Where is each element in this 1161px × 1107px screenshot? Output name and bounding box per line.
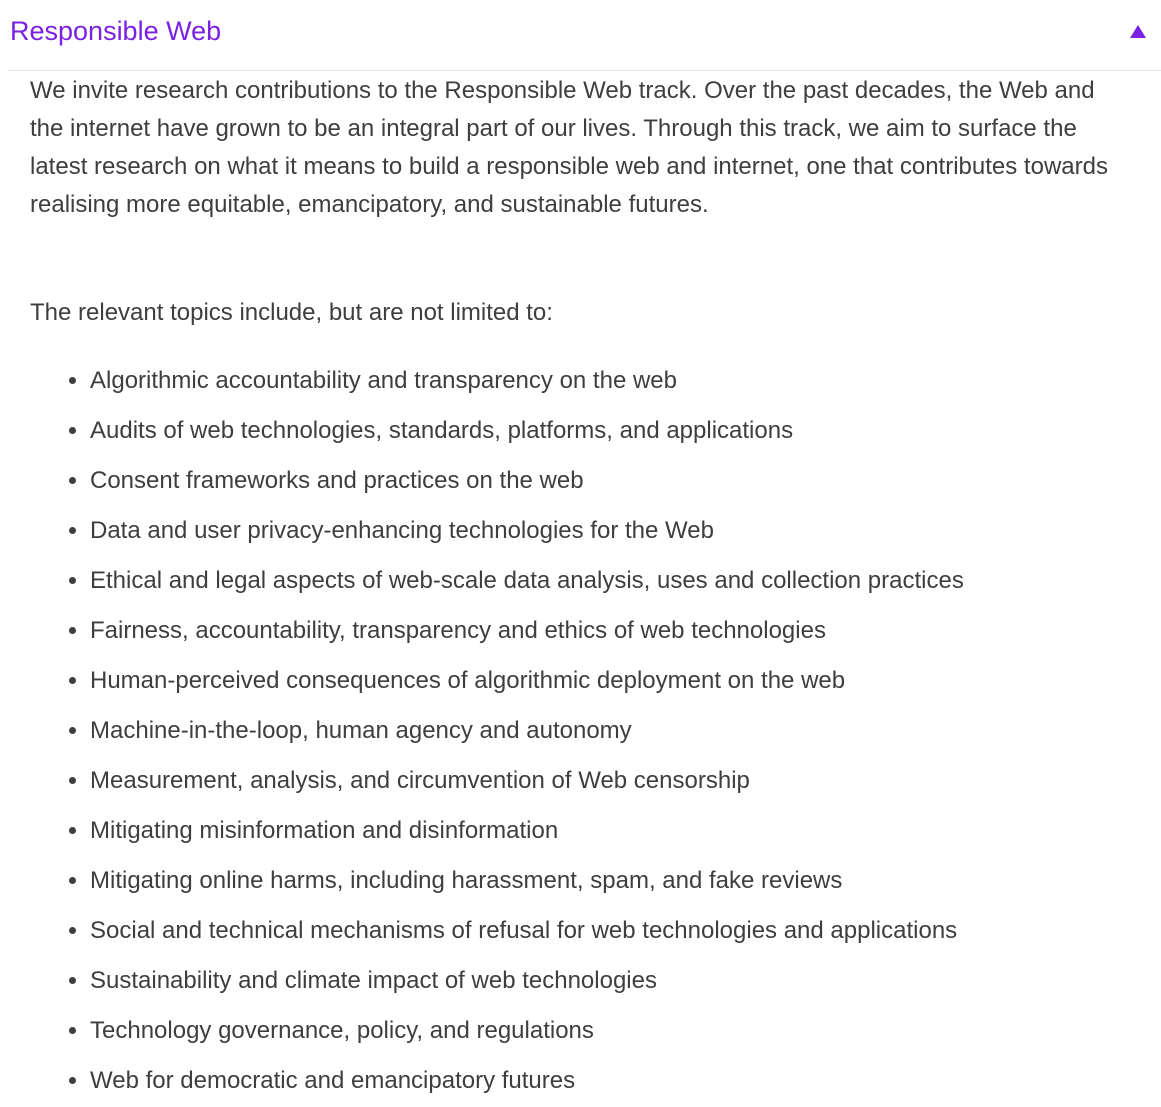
topic-item: • Algorithmic accountability and transparency on the web xyxy=(90,363,1131,399)
topic-item: • Sustainability and climate impact of web technologies xyxy=(90,963,1131,999)
accordion-body xyxy=(0,71,1161,1099)
topics-list xyxy=(30,363,1131,1099)
track-description: We invite research contributions to the Responsible Web track. Over the past decades, the Web and the internet have grown to be an integral part of our lives. Through this track, we aim to surface the latest research on what it means to build a responsible web and internet, one that contributes towards realising more equitable, emancipatory, and sustainable futures. xyxy=(30,77,1108,218)
topic-item: • Audits of web technologies, standards, platforms, and applications xyxy=(90,413,1131,449)
topic-item: • Ethical and legal aspects of web-scale data analysis, uses and collection practices xyxy=(90,563,1131,599)
topic-item: • Machine-in-the-loop, human agency and autonomy xyxy=(90,713,1131,749)
accordion-header[interactable] xyxy=(0,0,1161,70)
section-title: Responsible Web xyxy=(10,15,222,46)
topic-item: • Social and technical mechanisms of refusal for web technologies and applications xyxy=(90,913,1131,949)
topic-item: • Mitigating online harms, including harassment, spam, and fake reviews xyxy=(90,863,1131,899)
topics-lead: The relevant topics include, but are not limited to: xyxy=(30,299,553,326)
triangle-up-icon xyxy=(1130,25,1146,38)
topic-item: • Fairness, accountability, transparency and ethics of web technologies xyxy=(90,613,1131,649)
topic-item: • Measurement, analysis, and circumvention of Web censorship xyxy=(90,763,1131,799)
topic-item: • Consent frameworks and practices on the web xyxy=(90,463,1131,499)
topic-item: • Data and user privacy-enhancing technologies for the Web xyxy=(90,513,1131,549)
topic-item: • Mitigating misinformation and disinformation xyxy=(90,813,1131,849)
topic-item: • Human-perceived consequences of algorithmic deployment on the web xyxy=(90,663,1131,699)
topic-item: • Web for democratic and emancipatory futures xyxy=(90,1063,1131,1099)
topic-item: • Technology governance, policy, and regulations xyxy=(90,1013,1131,1049)
